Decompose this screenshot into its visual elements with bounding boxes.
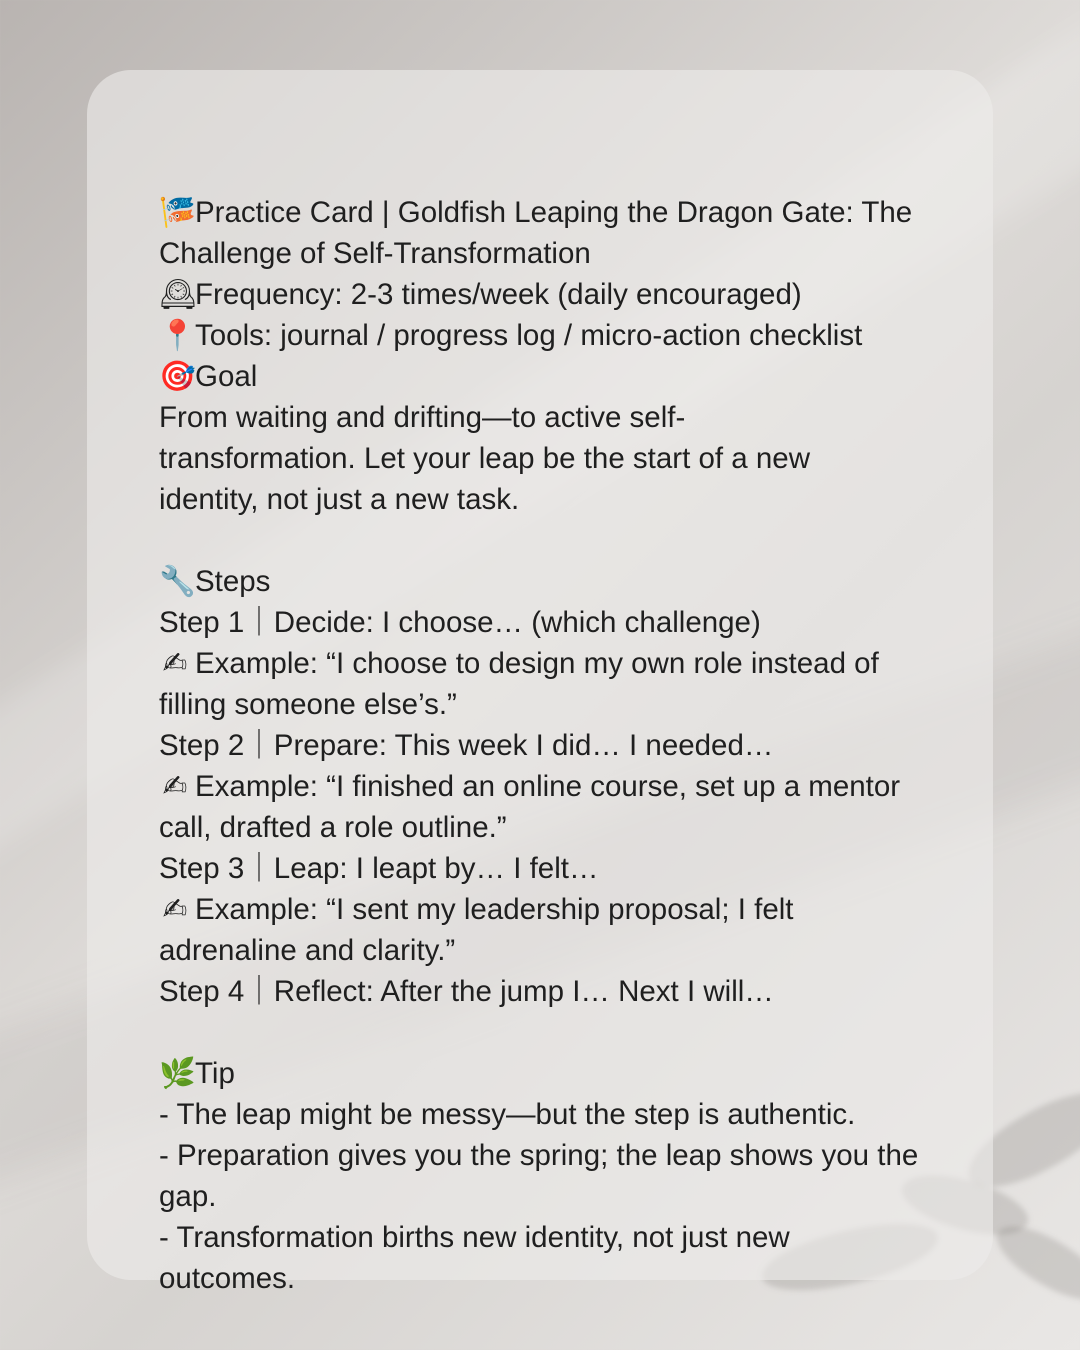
tools-text: Tools: journal / progress log / micro-action checklist bbox=[195, 319, 863, 352]
tools-line bbox=[159, 315, 933, 356]
step-3-example bbox=[159, 889, 933, 971]
pin-icon: 📍 bbox=[159, 318, 196, 352]
step-3-example-text: Example: “I sent my leadership proposal; I felt adrenaline and clarity.” bbox=[159, 893, 794, 967]
tip-heading-text: Tip bbox=[195, 1057, 235, 1090]
step-2-example bbox=[159, 766, 933, 848]
goal-text: From waiting and drifting—to active self-transformation. Let your leap be the start of a new identity, not just a new task. bbox=[159, 401, 811, 516]
writing-hand-icon: ✍ bbox=[162, 892, 188, 926]
herb-icon: 🌿 bbox=[159, 1056, 196, 1090]
tip-item: - Transformation births new identity, not just new outcomes. bbox=[159, 1221, 790, 1295]
wrench-icon: 🔧 bbox=[159, 564, 196, 598]
writing-hand-icon: ✍ bbox=[162, 646, 188, 680]
spacer bbox=[159, 520, 933, 561]
steps-heading-text: Steps bbox=[195, 565, 271, 598]
frequency-text: Frequency: 2-3 times/week (daily encouraged) bbox=[195, 278, 802, 311]
tip-heading bbox=[159, 1053, 933, 1094]
step-2-example-text: Example: “I finished an online course, set up a mentor call, drafted a role outline.” bbox=[159, 770, 901, 844]
step-3-label: Step 3｜Leap: I leapt by… I felt… bbox=[159, 852, 599, 885]
step-4-label: Step 4｜Reflect: After the jump I… Next I will… bbox=[159, 975, 774, 1008]
clock-icon: 🕰 bbox=[159, 277, 197, 311]
goal-heading bbox=[159, 356, 933, 397]
target-icon: 🎯 bbox=[159, 359, 196, 393]
frequency-line bbox=[159, 274, 933, 315]
spacer bbox=[159, 1012, 933, 1053]
carp-streamer-icon: 🎏 bbox=[159, 195, 196, 229]
writing-hand-icon: ✍ bbox=[162, 769, 188, 803]
step-1-example-text: Example: “I choose to design my own role instead of filling someone else’s.” bbox=[159, 647, 879, 721]
steps-heading bbox=[159, 561, 933, 602]
tip-item: - Preparation gives you the spring; the leap shows you the gap. bbox=[159, 1139, 919, 1213]
tip-item: - The leap might be messy—but the step is authentic. bbox=[159, 1098, 856, 1131]
goal-heading-text: Goal bbox=[195, 360, 258, 393]
step-1-label: Step 1｜Decide: I choose… (which challenge) bbox=[159, 606, 761, 639]
card-title bbox=[159, 192, 933, 274]
practice-card bbox=[87, 70, 993, 1295]
step-1-example bbox=[159, 643, 933, 725]
card-title-text: Practice Card | Goldfish Leaping the Dragon Gate: The Challenge of Self-Transformation bbox=[159, 196, 913, 270]
step-2-label: Step 2｜Prepare: This week I did… I needed… bbox=[159, 729, 774, 762]
